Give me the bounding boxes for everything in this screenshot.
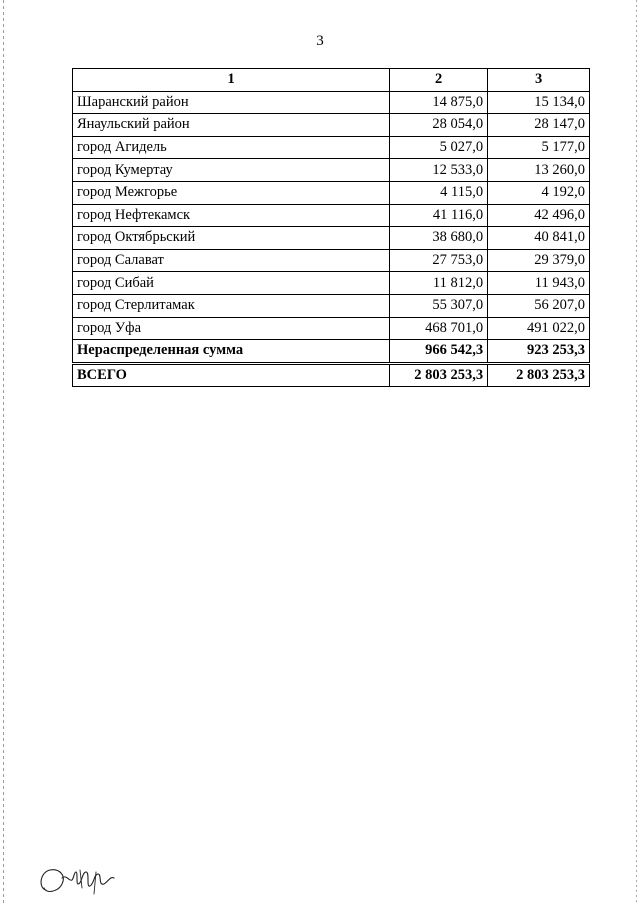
row-value-col3: 28 147,0 bbox=[488, 114, 590, 137]
total-label: ВСЕГО bbox=[73, 363, 390, 387]
table-row bbox=[73, 136, 590, 159]
budget-table bbox=[72, 68, 590, 387]
scan-edge-left bbox=[3, 0, 4, 905]
row-value-col3: 15 134,0 bbox=[488, 91, 590, 114]
row-value-col2: 14 875,0 bbox=[390, 91, 488, 114]
page-number: 3 bbox=[316, 33, 324, 49]
row-value-col3: 40 841,0 bbox=[488, 227, 590, 250]
table-row bbox=[73, 272, 590, 295]
row-name: город Кумертау bbox=[73, 159, 390, 182]
total-row bbox=[73, 363, 590, 387]
row-value-col2: 28 054,0 bbox=[390, 114, 488, 137]
table-row bbox=[73, 317, 590, 340]
row-name: город Уфа bbox=[73, 317, 390, 340]
row-value-col3: 491 022,0 bbox=[488, 317, 590, 340]
unallocated-value-col3: 923 253,3 bbox=[488, 340, 590, 364]
column-header-3: 3 bbox=[488, 69, 590, 92]
handwritten-signature bbox=[36, 858, 126, 898]
table-row bbox=[73, 159, 590, 182]
row-name: город Нефтекамск bbox=[73, 204, 390, 227]
unallocated-label: Нераспределенная сумма bbox=[73, 340, 390, 364]
row-value-col2: 11 812,0 bbox=[390, 272, 488, 295]
table-row bbox=[73, 227, 590, 250]
row-value-col2: 4 115,0 bbox=[390, 181, 488, 204]
scan-edge-right bbox=[636, 0, 637, 905]
table-row bbox=[73, 294, 590, 317]
row-name: город Октябрьский bbox=[73, 227, 390, 250]
row-value-col2: 55 307,0 bbox=[390, 294, 488, 317]
row-name: город Салават bbox=[73, 249, 390, 272]
table-row bbox=[73, 249, 590, 272]
row-value-col2: 468 701,0 bbox=[390, 317, 488, 340]
row-name: город Агидель bbox=[73, 136, 390, 159]
row-value-col3: 11 943,0 bbox=[488, 272, 590, 295]
table-row bbox=[73, 181, 590, 204]
table-header-row bbox=[73, 69, 590, 92]
unallocated-value-col2: 966 542,3 bbox=[390, 340, 488, 364]
total-value-col3: 2 803 253,3 bbox=[488, 363, 590, 387]
row-value-col3: 13 260,0 bbox=[488, 159, 590, 182]
row-value-col2: 27 753,0 bbox=[390, 249, 488, 272]
column-header-2: 2 bbox=[390, 69, 488, 92]
row-value-col2: 41 116,0 bbox=[390, 204, 488, 227]
row-value-col3: 56 207,0 bbox=[488, 294, 590, 317]
row-value-col3: 42 496,0 bbox=[488, 204, 590, 227]
row-name: город Сибай bbox=[73, 272, 390, 295]
row-value-col2: 5 027,0 bbox=[390, 136, 488, 159]
table-row bbox=[73, 114, 590, 137]
row-value-col2: 38 680,0 bbox=[390, 227, 488, 250]
row-name: город Стерлитамак bbox=[73, 294, 390, 317]
row-value-col3: 5 177,0 bbox=[488, 136, 590, 159]
column-header-1: 1 bbox=[73, 69, 390, 92]
unallocated-row bbox=[73, 340, 590, 364]
row-value-col3: 29 379,0 bbox=[488, 249, 590, 272]
table-row bbox=[73, 204, 590, 227]
table-row bbox=[73, 91, 590, 114]
total-value-col2: 2 803 253,3 bbox=[390, 363, 488, 387]
row-name: город Межгорье bbox=[73, 181, 390, 204]
row-name: Шаранский район bbox=[73, 91, 390, 114]
row-value-col2: 12 533,0 bbox=[390, 159, 488, 182]
row-value-col3: 4 192,0 bbox=[488, 181, 590, 204]
row-name: Янаульский район bbox=[73, 114, 390, 137]
